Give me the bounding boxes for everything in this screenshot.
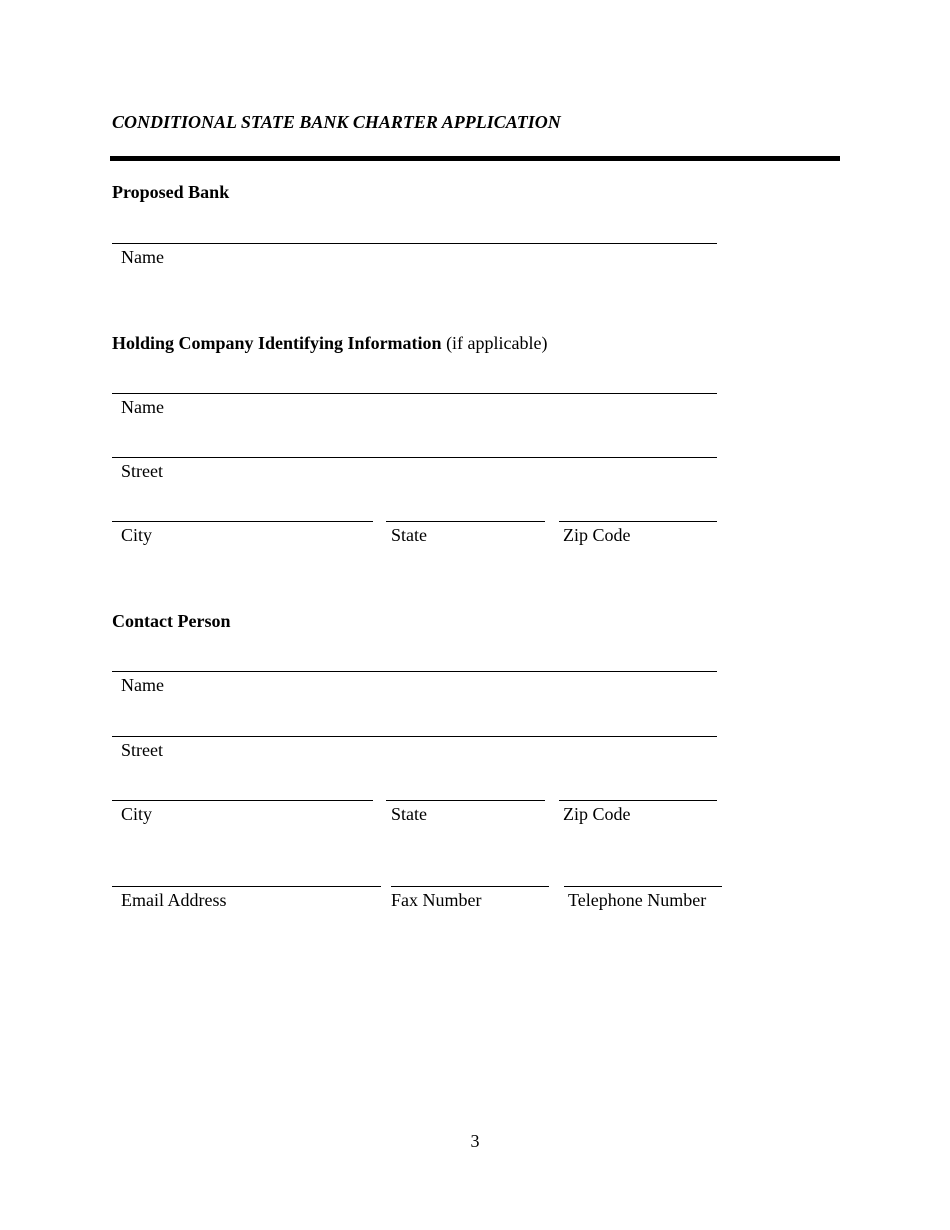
contact-person-street-label: Street [121, 740, 163, 760]
contact-person-fax-field[interactable] [391, 886, 549, 887]
contact-person-name-label: Name [121, 675, 164, 695]
contact-person-city-field[interactable] [112, 800, 373, 801]
proposed-bank-heading: Proposed Bank [112, 182, 230, 202]
holding-company-zip-field[interactable] [559, 521, 717, 522]
holding-company-heading [112, 333, 548, 354]
holding-company-street-field[interactable] [112, 457, 717, 458]
proposed-bank-name-label: Name [121, 247, 164, 267]
contact-person-name-field[interactable] [112, 671, 717, 672]
holding-company-street-label: Street [121, 461, 163, 481]
document-title: CONDITIONAL STATE BANK CHARTER APPLICATION [112, 112, 561, 132]
contact-person-email-label: Email Address [121, 890, 227, 910]
contact-person-state-field[interactable] [386, 800, 545, 801]
contact-person-fax-label: Fax Number [391, 890, 482, 910]
holding-company-zip-label: Zip Code [563, 525, 631, 545]
contact-person-telephone-field[interactable] [564, 886, 722, 887]
proposed-bank-name-field[interactable] [112, 243, 717, 244]
holding-company-heading-text: Holding Company Identifying Information [112, 333, 442, 353]
contact-person-zip-label: Zip Code [563, 804, 631, 824]
contact-person-city-label: City [121, 804, 153, 824]
contact-person-street-field[interactable] [112, 736, 717, 737]
contact-person-state-label: State [391, 804, 427, 824]
contact-person-zip-field[interactable] [559, 800, 717, 801]
contact-person-email-field[interactable] [112, 886, 381, 887]
contact-person-heading: Contact Person [112, 611, 231, 631]
holding-company-state-field[interactable] [386, 521, 545, 522]
page-number: 3 [470, 1131, 480, 1151]
holding-company-name-label: Name [121, 397, 164, 417]
title-divider [110, 156, 840, 161]
holding-company-heading-note: (if applicable) [446, 333, 548, 353]
holding-company-city-label: City [121, 525, 153, 545]
holding-company-name-field[interactable] [112, 393, 717, 394]
holding-company-state-label: State [391, 525, 427, 545]
holding-company-city-field[interactable] [112, 521, 373, 522]
contact-person-telephone-label: Telephone Number [568, 890, 707, 910]
